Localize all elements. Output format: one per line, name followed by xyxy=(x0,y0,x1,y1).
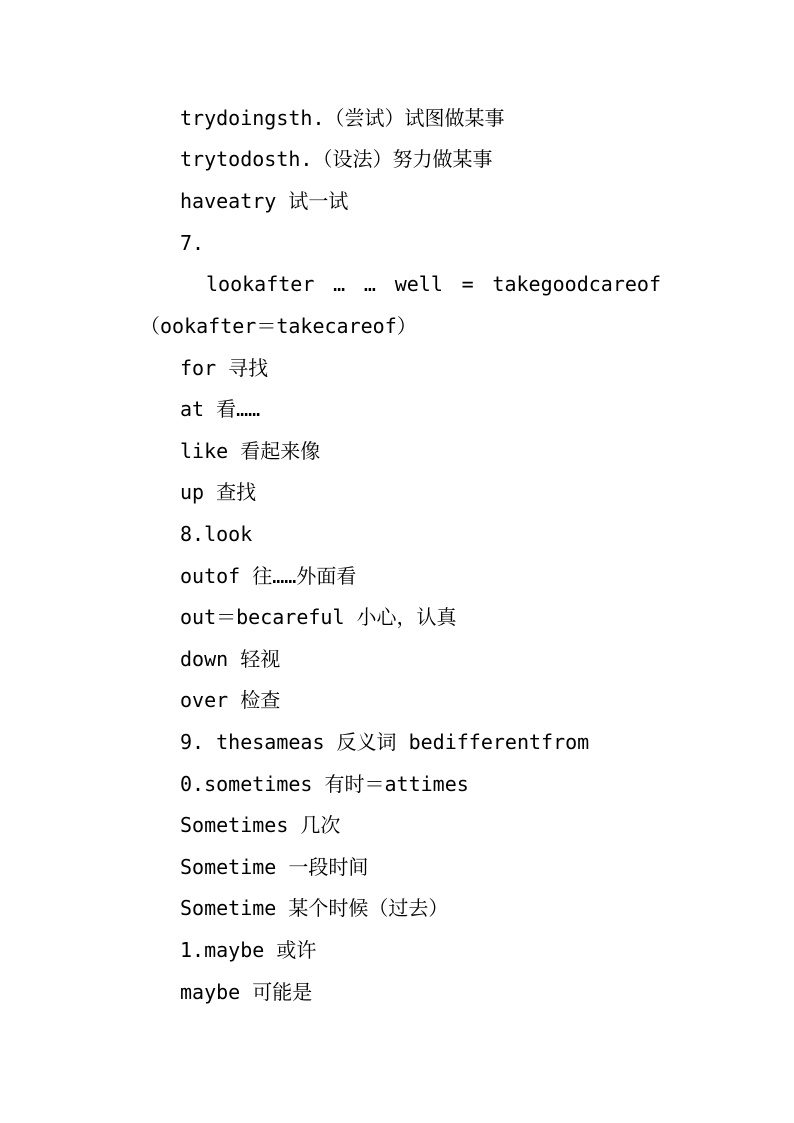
section-number-7: 7. xyxy=(180,231,205,255)
text-line-at: at 看…… xyxy=(180,397,261,421)
text-line-look-after-note: （ookafter＝takecareof） xyxy=(140,314,417,338)
text-line-have-a-try: haveatry 试一试 xyxy=(180,189,349,213)
text-line-sometime-past: Sometime 某个时候（过去） xyxy=(180,896,449,920)
text-line-sometimes-plural: Sometimes 几次 xyxy=(180,813,341,837)
text-line-out: out＝becareful 小心，认真 xyxy=(180,605,457,629)
section-number-11: 1.maybe 或许 xyxy=(180,938,317,962)
text-line-try-doing: trydoingsth.（尝试）试图做某事 xyxy=(180,106,505,130)
text-line-try-to-do: trytodosth.（设法）努力做某事 xyxy=(180,147,493,171)
text-line-maybe: maybe 可能是 xyxy=(180,980,313,1004)
text-line-outof: outof 往……外面看 xyxy=(180,564,357,588)
text-line-up: up 查找 xyxy=(180,480,257,504)
section-number-8: 8.look xyxy=(180,522,253,546)
text-line-like: like 看起来像 xyxy=(180,439,321,463)
text-line-look-after: lookafter … … well = takegoodcareof xyxy=(206,272,661,296)
text-line-over: over 检查 xyxy=(180,688,281,712)
section-number-9: 9. thesameas 反义词 bedifferentfrom xyxy=(180,730,590,754)
text-line-for: for 寻找 xyxy=(180,356,269,380)
text-line-down: down 轻视 xyxy=(180,647,281,671)
section-number-10: 0.sometimes 有时＝attimes xyxy=(180,772,469,796)
text-line-sometime-period: Sometime 一段时间 xyxy=(180,855,369,879)
